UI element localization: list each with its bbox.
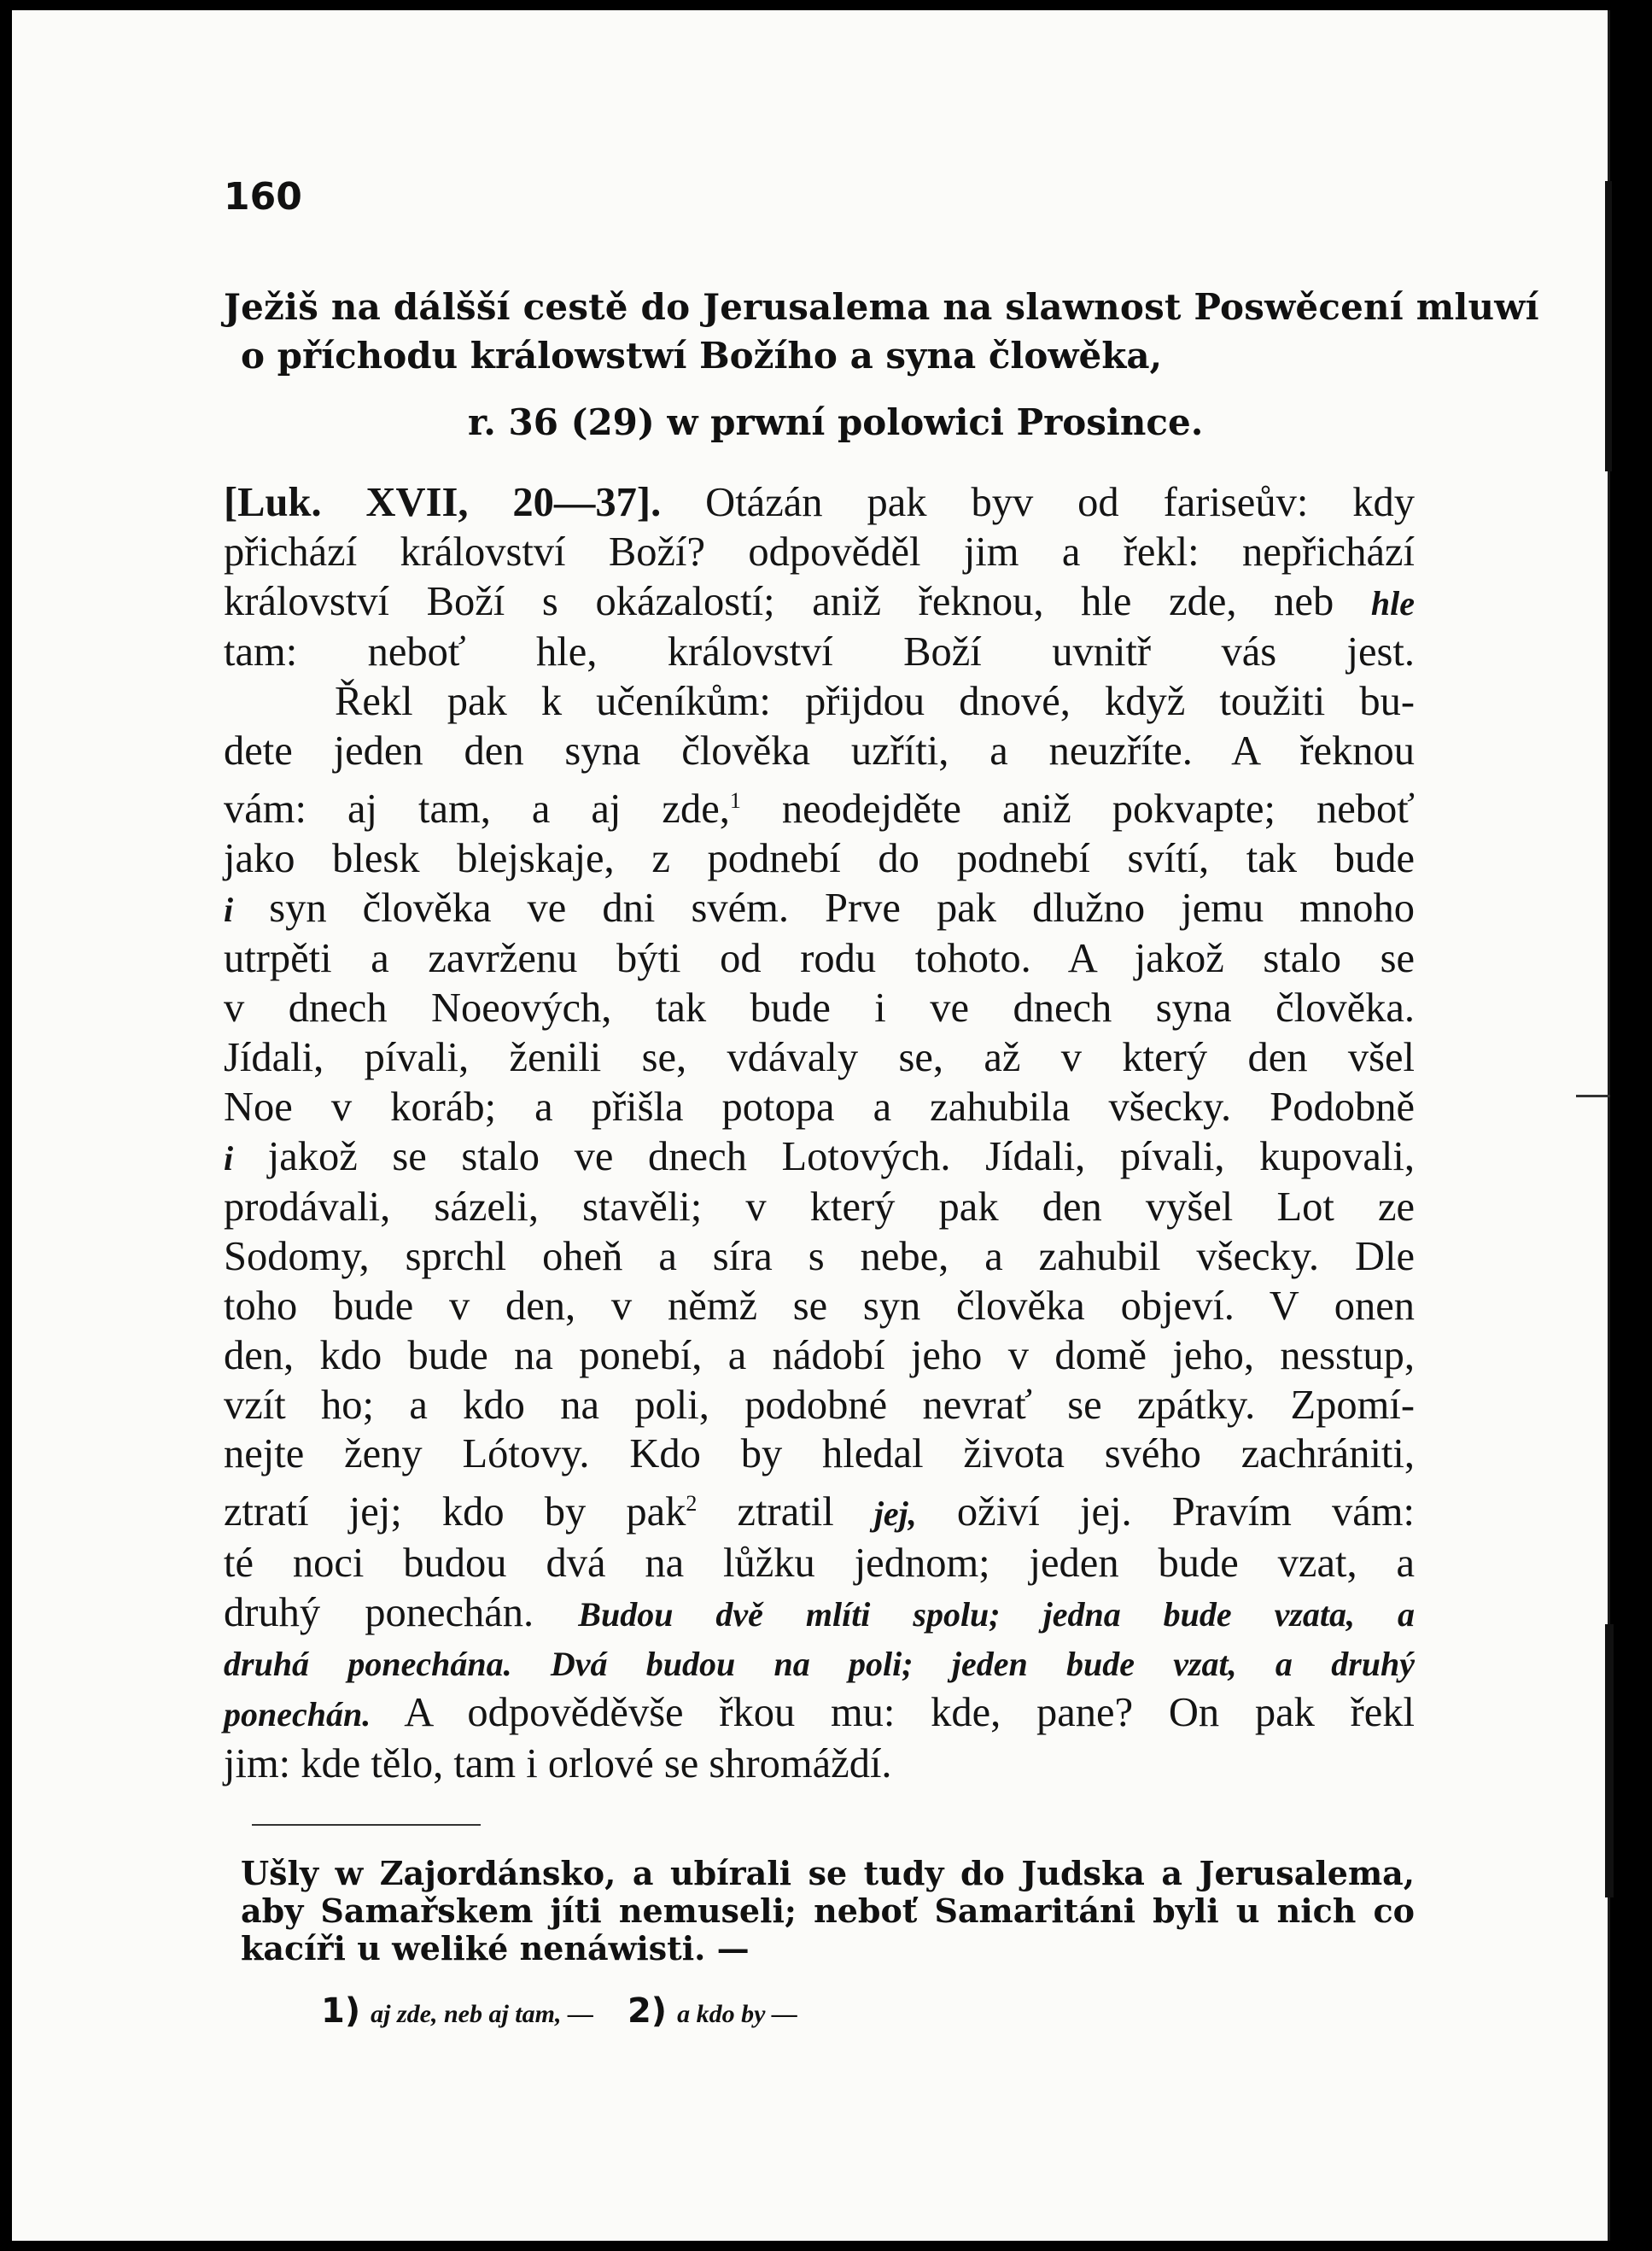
scan-edge-tick [1576, 1095, 1610, 1097]
text-line: ztratí jej; kdo by pak$^2$ ztratil jej, oživí jej. Pravím vám: [224, 1489, 1416, 1535]
text-line: Noe v koráb; a přišla potopa a zahubila všecky. Podobně [224, 1084, 1415, 1130]
text-line: Sodomy, sprchl oheň a síra s nebe, a zahubil všecky. Dle [224, 1234, 1415, 1280]
note-number: 2) [627, 1991, 668, 2031]
text-line: té noci budou dvá na lůžku jednom; jeden bude vzat, a [224, 1541, 1415, 1587]
text-line: jako blesk blejskaje, z podnebí do podnebí svítí, tak bude [224, 835, 1415, 881]
section-heading-line-2: o příchodu králowstwí Božího a syna člowěka, [241, 335, 1163, 377]
section-heading-line-1: Ježiš na dálšší cestě do Jerusalema na slawnost Poswěcení mluwí [224, 286, 1539, 328]
text-line: utrpěti a zavrženu býti od rodu tohoto. A jakož stalo se [224, 936, 1415, 982]
text-line: dete jeden den syna člověka uzříti, a neuzříte. A řeknou [224, 728, 1415, 774]
text-line: [Luk. XVII, 20—37]. Otázán pak byv od fariseův: kdy [224, 480, 1416, 525]
text-line: den, kdo bude na ponebí, a nádobí jeho v domě jeho, nesstup, [224, 1332, 1415, 1378]
footnote-block [241, 1855, 1415, 1967]
footnote-line: Ušly w Zajordánsko, a ubírali se tudy do Judska a Jerusalema, [241, 1854, 1415, 1892]
footnote-ref-1: 1 [729, 787, 741, 813]
text-line: vzít ho; a kdo na poli, podobné nevrať se zpátky. Zpomí- [224, 1382, 1415, 1428]
note-text: aj zde, neb aj tam, — [371, 2000, 593, 2028]
footnote-line: aby Samařskem jíti nemuseli; neboť Samaritáni byli u nich co [241, 1891, 1415, 1930]
text-line: jim: kde tělo, tam i orlové se shromáždí. [224, 1741, 892, 1787]
text-line: i jakož se stalo ve dnech Lotových. Jídali, pívali, kupovali, [224, 1133, 1415, 1179]
footnote-ref-2: 2 [686, 1491, 698, 1517]
text-line: Jídali, pívali, ženili se, vdávaly se, až v který den všel [224, 1034, 1415, 1080]
text-line: vám: aj tam, a aj zde,$^1$ neodejděte aniž pokvapte; neboť [224, 786, 1415, 832]
text-line: prodávali, sázeli, stavěli; v který pak den vyšel Lot ze [224, 1184, 1415, 1231]
footnote-line: kacíři u weliké nenáwisti. — [241, 1929, 750, 1967]
text-line: nejte ženy Lótovy. Kdo by hledal života svého zachrániti, [224, 1431, 1415, 1477]
text-line: druhý ponechán. Budou dvě mlíti spolu; jedna bude vzata, a [224, 1589, 1415, 1635]
text-line: toho bude v den, v němž se syn člověka objeví. V onen [224, 1283, 1415, 1329]
note-number: 1) [321, 1991, 361, 2031]
body-text [224, 478, 1415, 1789]
section-subtitle: r. 36 (29) w prwní polowici Prosince. [468, 401, 1204, 443]
scan-edge-mark-lower [1605, 1624, 1614, 1897]
page-number: 160 [224, 175, 302, 219]
text-line: tam: neboť hle, království Boží uvnitř vás jest. [224, 629, 1415, 675]
scripture-reference: [Luk. XVII, 20—37]. [224, 480, 662, 525]
text-line: přichází království Boží? odpověděl jim a řekl: nepřichází [224, 529, 1415, 575]
text-line: ponechán. A odpověděvše řkou mu: kde, pane? On pak řekl [224, 1690, 1415, 1736]
text-line: Řekl pak k učeníkům: přijdou dnové, když toužiti bu- [335, 679, 1415, 725]
text-line: druhá ponechána. Dvá budou na poli; jeden bude vzat, a druhý [224, 1644, 1415, 1683]
text-line: v dnech Noeových, tak bude i ve dnech syna člověka. [224, 985, 1415, 1032]
note-text: a kdo by — [677, 2000, 797, 2028]
text-line: království Boží s okázalostí; aniž řeknou, hle zde, neb hle [224, 578, 1415, 624]
text-line: i syn člověka ve dni svém. Prve pak dlužno jemu mnoho [224, 885, 1415, 931]
footnote-divider [252, 1824, 481, 1826]
variant-notes [321, 1991, 797, 2031]
